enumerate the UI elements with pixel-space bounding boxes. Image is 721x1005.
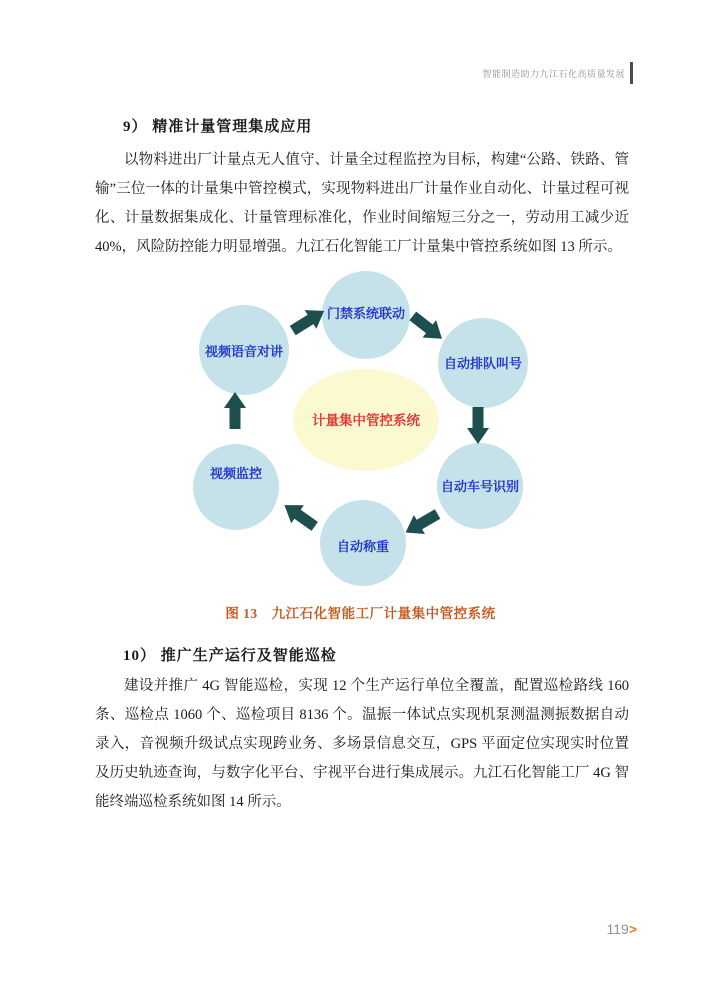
flow-arrow [467,407,489,444]
diagram-node-label: 视频监控 [209,466,263,481]
section-9-paragraph: 以物料进出厂计量点无人值守、计量全过程监控为目标，构建“公路、铁路、管输”三位一体的计量集中管控模式，实现物料进出厂计量作业自动化、计量过程可视化、计量数据集成化、计量管理标准化，作业时间缩短三分之一，劳动用工减少近 40%，风险防控能力明显增强。九江石化智能工厂计量集中管控系统如图 13 所示。 [95,152,629,255]
diagram-node-label: 自动车号识别 [440,479,520,494]
page-number-arrow: > [628,921,637,937]
diagram-node-label: 视频语音对讲 [204,344,284,359]
running-header-title: 智能制造助力九江石化高质量发展 [482,68,625,79]
flow-arrow [224,392,246,429]
diagram-center-label: 计量集中管控系统 [312,413,420,428]
diagram-node-label: 门禁系统联动 [326,306,406,321]
flow-arrow [400,504,443,542]
section-9-heading: 9） 精准计量管理集成应用 [123,119,313,135]
figure-13-caption: 图 13 九江石化智能工厂计量集中管控系统 [225,606,496,621]
figure-13-diagram [188,265,533,597]
section-10-paragraph: 建设并推广 4G 智能巡检，实现 12 个生产运行单位全覆盖，配置巡检路线 160 条、巡检点 1060 个、巡检项目 8136 个。温振一体试点实现机泵测温测振数据自动录入，音视频升级试点实现跨业务、多场景信息交互，GPS 平面定位实现实时位置及历史轨迹查询，与数字化平台、宇视平台进行集成展示。九江石化智能工厂 4G 智能终端巡检系统如图 14 所示。 [95,678,629,810]
flow-arrow [278,496,321,535]
diagram-node-label: 自动排队叫号 [443,356,523,371]
flow-arrow [406,307,449,347]
header-divider-bar [630,62,633,84]
section-10-heading: 10） 推广生产运行及智能巡检 [123,648,337,664]
page-footer [606,921,637,937]
diagram-node-label: 自动称重 [336,539,390,554]
page-number: 119 [606,921,629,937]
running-header [482,62,633,84]
diagram-node-circle [193,444,279,530]
diagram-canvas [188,265,533,597]
